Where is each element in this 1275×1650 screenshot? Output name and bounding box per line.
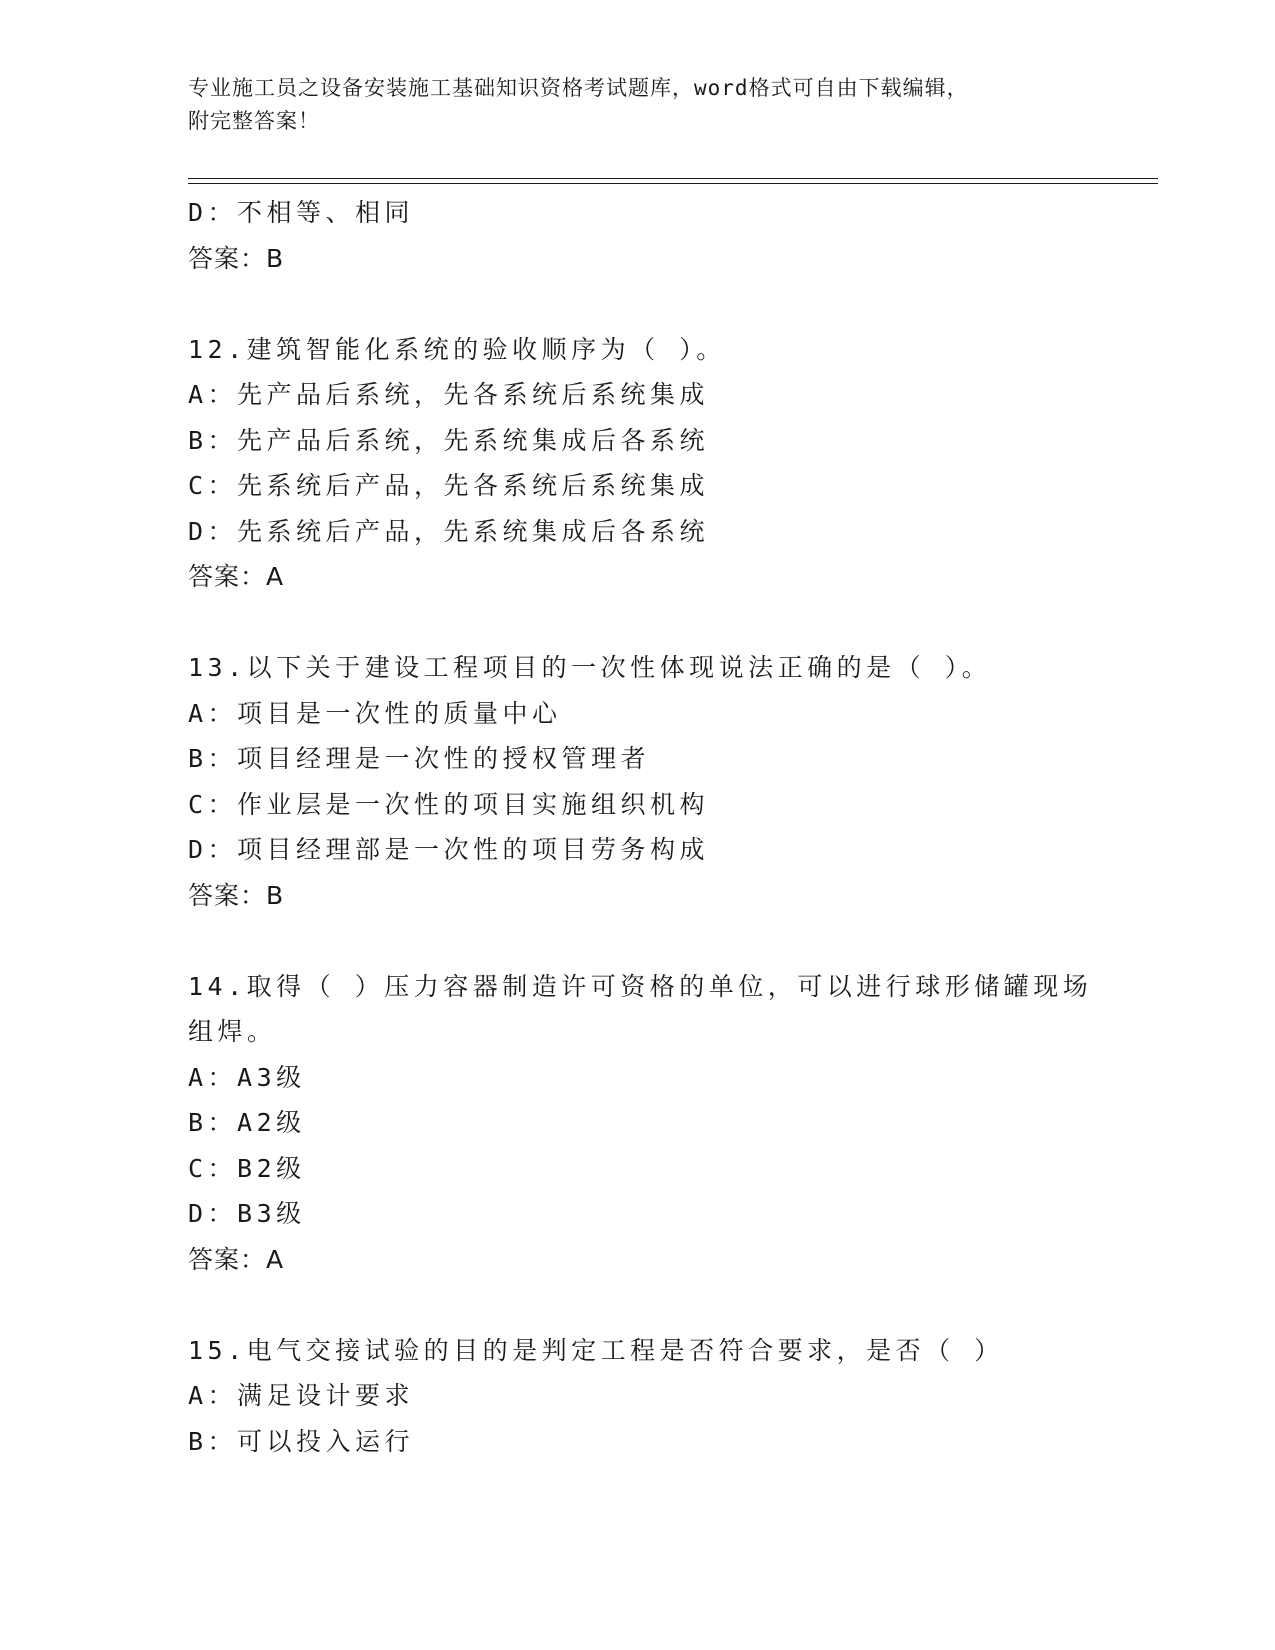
option-a: A：A3级 [188, 1062, 306, 1092]
answer-line: 答案：A [188, 1244, 285, 1274]
option-b: B：A2级 [188, 1108, 306, 1137]
question-15 [188, 1328, 1138, 1465]
question-12 [188, 327, 1138, 600]
question-list [188, 190, 1138, 1464]
option-b: B：可以投入运行 [188, 1426, 415, 1456]
option-d: D：不相等、相同 [188, 198, 415, 227]
option-a: A：先产品后系统，先各系统后系统集成 [188, 380, 710, 409]
header-divider-bottom [188, 183, 1158, 184]
answer-line: 答案：B [188, 880, 285, 910]
question-text-line-2: 组焊。 [188, 1017, 277, 1046]
question-14 [188, 964, 1138, 1283]
option-b: B：先产品后系统，先系统集成后各系统 [188, 425, 710, 455]
document-header [188, 72, 1088, 138]
option-b: B：项目经理是一次性的授权管理者 [188, 744, 651, 773]
option-c: C：B2级 [188, 1153, 306, 1183]
header-line-2: 附完整答案！ [188, 109, 320, 133]
option-c: C：作业层是一次性的项目实施组织机构 [188, 789, 710, 819]
spacer [188, 1282, 1138, 1328]
spacer [188, 600, 1138, 646]
answer-line: 答案：B [188, 243, 285, 273]
spacer [188, 918, 1138, 964]
option-c: C：先系统后产品，先各系统后系统集成 [188, 471, 710, 500]
question-text: 12.建筑智能化系统的验收顺序为（ ）。 [188, 334, 726, 364]
option-a: A：项目是一次性的质量中心 [188, 698, 562, 728]
question-13 [188, 645, 1138, 918]
header-divider-top [188, 178, 1158, 179]
option-d: D：先系统后产品，先系统集成后各系统 [188, 516, 710, 546]
option-d: D：B3级 [188, 1199, 306, 1228]
header-line-1: 专业施工员之设备安装施工基础知识资格考试题库，word格式可自由下载编辑， [188, 76, 969, 100]
question-text-line-1: 14.取得（ ）压力容器制造许可资格的单位，可以进行球形储罐现场 [188, 971, 1093, 1001]
question-text: 15.电气交接试验的目的是判定工程是否符合要求，是否（ ） [188, 1335, 1004, 1365]
question-11-tail [188, 190, 1138, 281]
option-a: A：满足设计要求 [188, 1381, 415, 1410]
answer-line: 答案：A [188, 562, 285, 591]
option-d: D：项目经理部是一次性的项目劳务构成 [188, 835, 710, 864]
question-text: 13.以下关于建设工程项目的一次性体现说法正确的是（ ）。 [188, 653, 992, 682]
spacer [188, 281, 1138, 327]
